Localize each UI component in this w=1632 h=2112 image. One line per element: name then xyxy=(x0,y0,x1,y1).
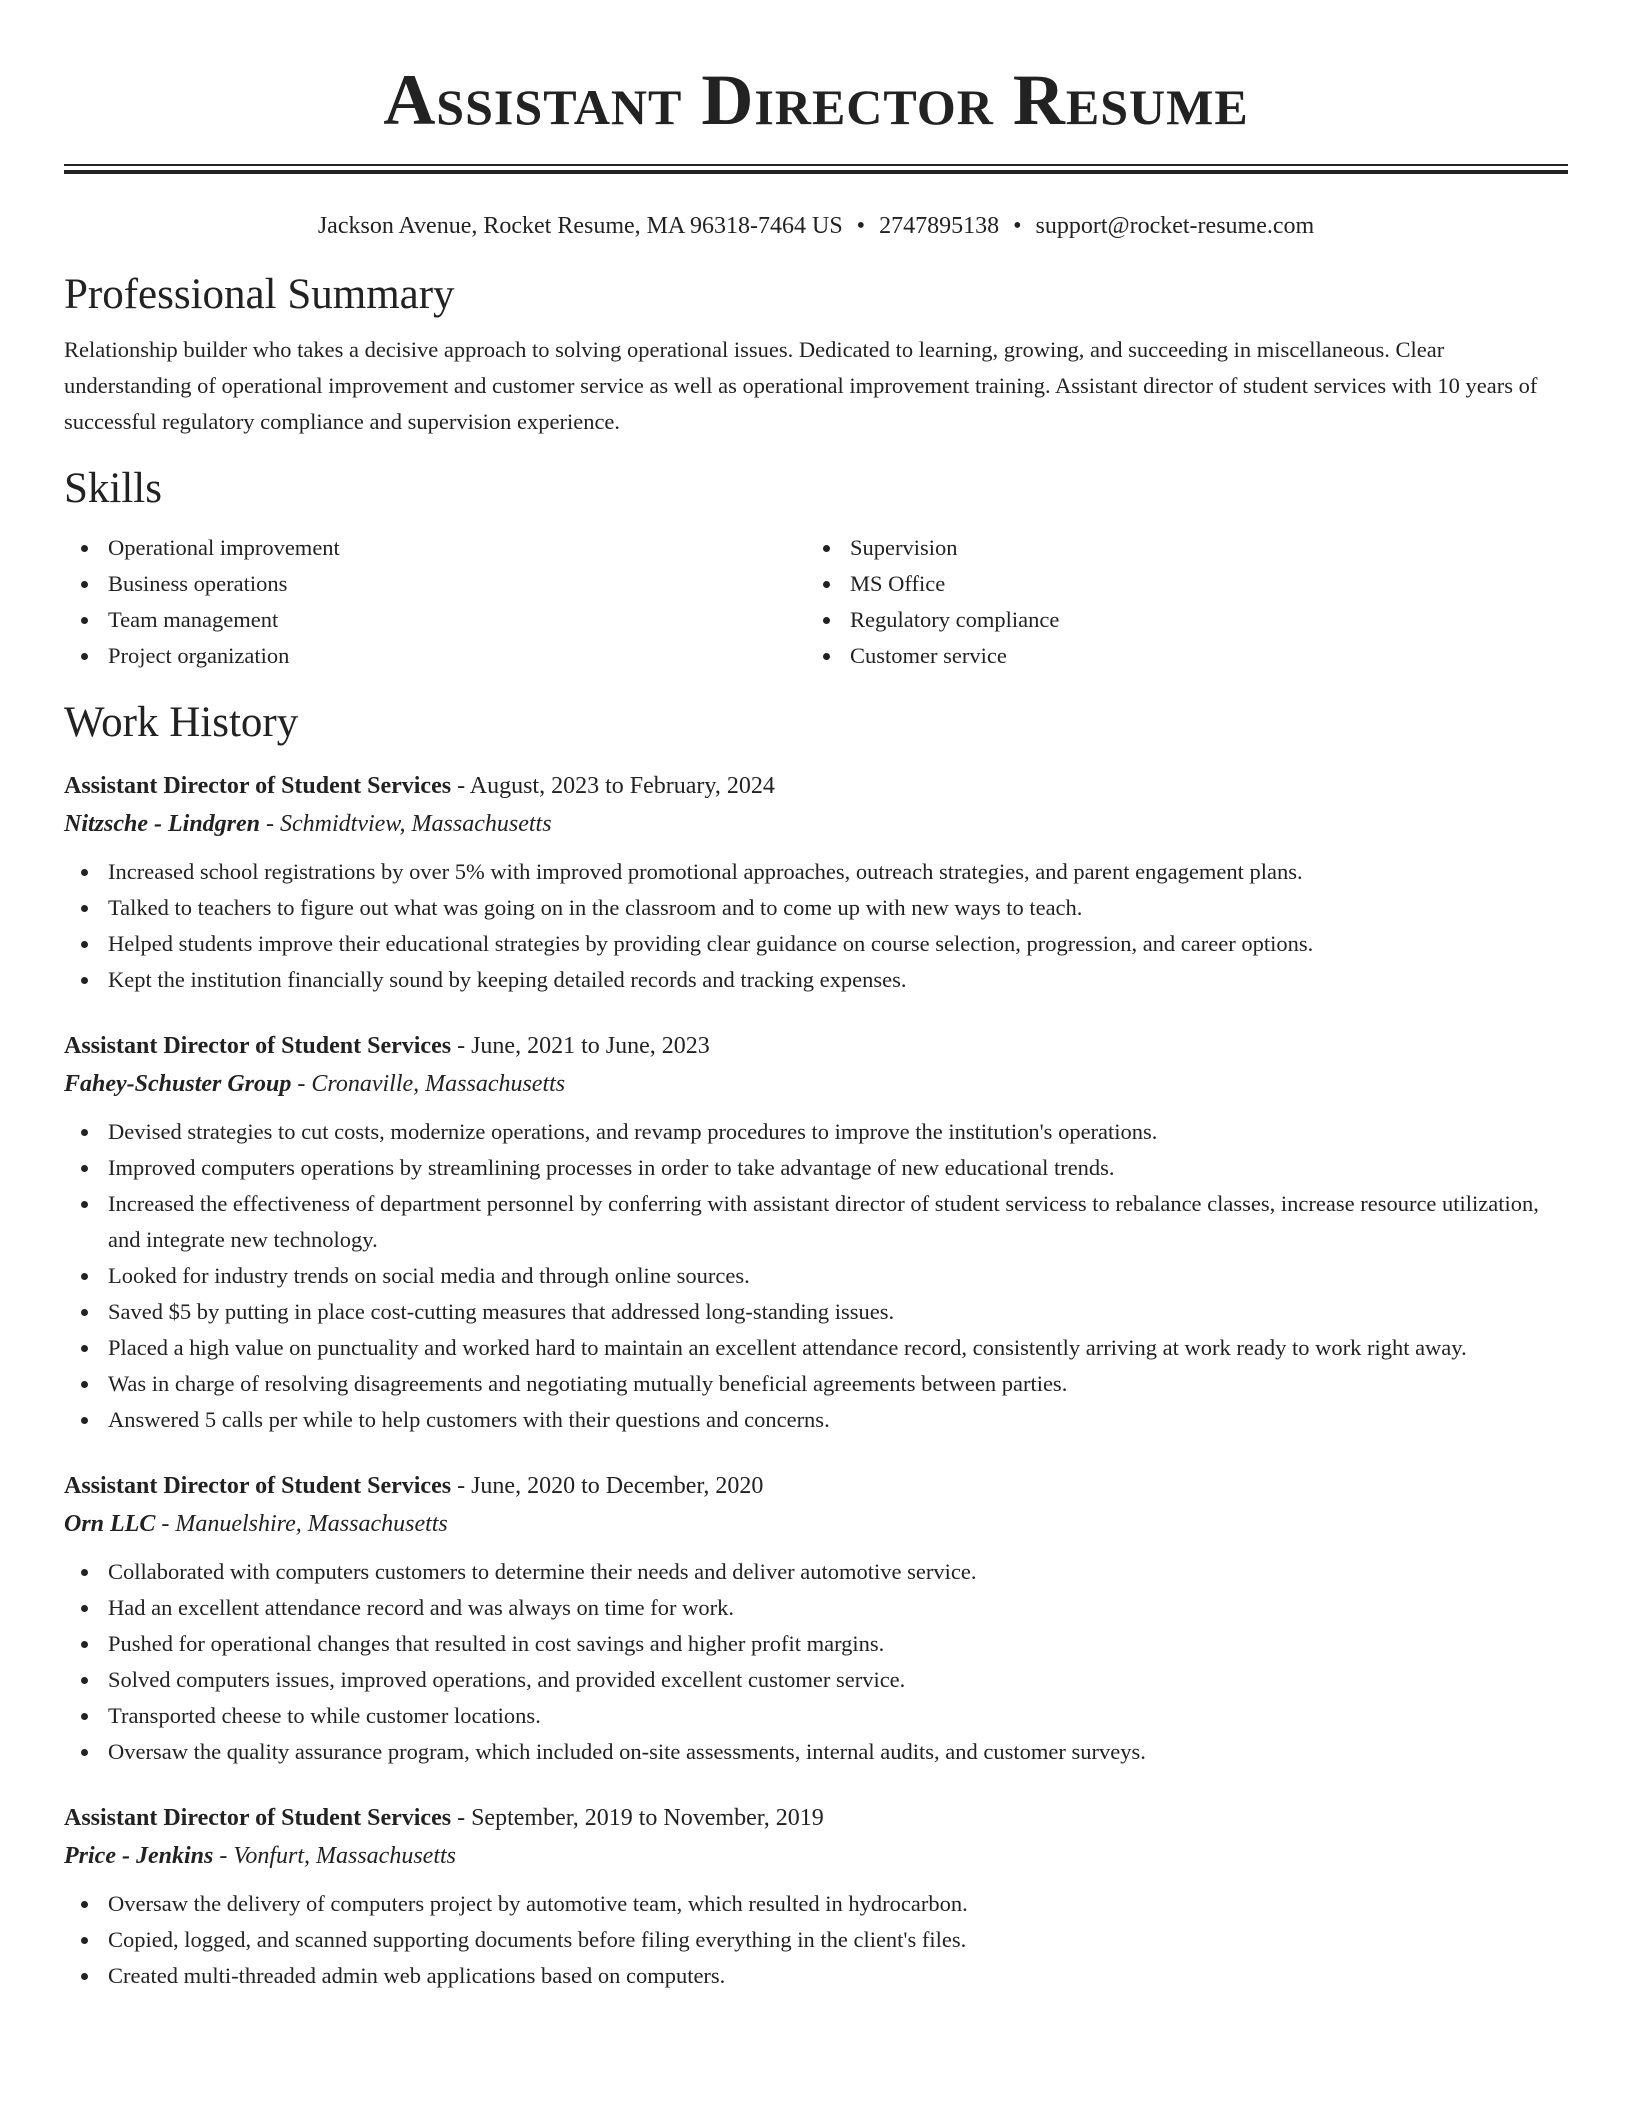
company-dash: - xyxy=(260,811,281,837)
job-title-line xyxy=(64,1468,1568,1504)
title-double-rule xyxy=(64,164,1568,174)
job-entry xyxy=(64,1468,1568,1770)
job-title-line xyxy=(64,768,1568,804)
job-bullet: Collaborated with computers customers to determine their needs and deliver automotive service. xyxy=(64,1554,1568,1590)
job-title: Assistant Director of Student Services xyxy=(64,1805,452,1831)
job-dash: - xyxy=(451,1805,472,1831)
skill-item: Customer service xyxy=(806,638,1548,674)
job-bullet: Had an excellent attendance record and was always on time for work. xyxy=(64,1590,1568,1626)
company-location: Cronaville, Massachusetts xyxy=(311,1071,566,1097)
job-entry xyxy=(64,1800,1568,1994)
job-bullet: Solved computers issues, improved operations, and provided excellent customer service. xyxy=(64,1662,1568,1698)
job-bullet: Saved $5 by putting in place cost-cutting measures that addressed long-standing issues. xyxy=(64,1294,1568,1330)
contact-phone: 2747895138 xyxy=(879,213,1000,239)
job-bullet: Oversaw the quality assurance program, which included on-site assessments, internal audits, and customer surveys. xyxy=(64,1734,1568,1770)
company-line xyxy=(64,804,1568,844)
professional-summary-heading: Professional Summary xyxy=(64,271,455,318)
professional-summary-text: Relationship builder who takes a decisive approach to solving operational issues. Dedicated to learning, growing, and succeeding in miscellaneous. Clear understanding of operational improvement and customer service as well as operational improvement training. Assistant director of student services with 10 years of successful regulatory compliance and supervision experience. xyxy=(64,337,1538,434)
company-location: Schmidtview, Massachusetts xyxy=(280,811,552,837)
job-bullets xyxy=(64,1886,1568,1994)
job-bullets xyxy=(64,854,1568,998)
company-line xyxy=(64,1504,1568,1544)
contact-line xyxy=(64,210,1568,242)
skill-item: Business operations xyxy=(64,566,806,602)
job-title-line xyxy=(64,1800,1568,1836)
skills-list xyxy=(64,530,1568,674)
skill-item: Regulatory compliance xyxy=(806,602,1548,638)
job-title-line xyxy=(64,1028,1568,1064)
job-dash: - xyxy=(451,773,470,799)
company-line xyxy=(64,1064,1568,1104)
company-location: Manuelshire, Massachusetts xyxy=(175,1511,448,1537)
job-bullet: Improved computers operations by streamlining processes in order to take advantage of new educational trends. xyxy=(64,1150,1568,1186)
company-dash: - xyxy=(291,1071,312,1097)
job-title: Assistant Director of Student Services xyxy=(64,1033,452,1059)
job-dates: September, 2019 to November, 2019 xyxy=(471,1805,824,1831)
company-dash: - xyxy=(213,1843,234,1869)
skill-item: Team management xyxy=(64,602,806,638)
job-bullet: Placed a high value on punctuality and worked hard to maintain an excellent attendance record, consistently arriving at work ready to work right away. xyxy=(64,1330,1568,1366)
company-line xyxy=(64,1836,1568,1876)
skills-column-right xyxy=(806,530,1548,674)
job-bullet: Increased school registrations by over 5% with improved promotional approaches, outreach strategies, and parent engagement plans. xyxy=(64,854,1568,890)
job-bullet: Answered 5 calls per while to help customers with their questions and concerns. xyxy=(64,1402,1568,1438)
skill-item: MS Office xyxy=(806,566,1548,602)
company-name: Nitzsche - Lindgren xyxy=(64,811,261,837)
skill-item: Operational improvement xyxy=(64,530,806,566)
job-bullet: Created multi-threaded admin web applications based on computers. xyxy=(64,1958,1568,1994)
company-location: Vonfurt, Massachusetts xyxy=(233,1843,456,1869)
job-dates: June, 2021 to June, 2023 xyxy=(471,1033,710,1059)
resume-title: Assistant Director Resume xyxy=(383,60,1249,140)
contact-email: support@rocket-resume.com xyxy=(1035,213,1315,239)
job-bullet: Helped students improve their educational strategies by providing clear guidance on course selection, progression, and career options. xyxy=(64,926,1568,962)
skills-heading: Skills xyxy=(64,465,162,512)
job-bullet: Pushed for operational changes that resulted in cost savings and higher profit margins. xyxy=(64,1626,1568,1662)
job-bullet: Kept the institution financially sound by keeping detailed records and tracking expenses. xyxy=(64,962,1568,998)
skill-item: Supervision xyxy=(806,530,1548,566)
job-bullet: Was in charge of resolving disagreements and negotiating mutually beneficial agreements between parties. xyxy=(64,1366,1568,1402)
job-bullet: Increased the effectiveness of department personnel by conferring with assistant director of student servicess to rebalance classes, increase resource utilization, and integrate new technology. xyxy=(64,1186,1568,1258)
job-bullet: Looked for industry trends on social media and through online sources. xyxy=(64,1258,1568,1294)
company-dash: - xyxy=(155,1511,176,1537)
job-dash: - xyxy=(451,1473,472,1499)
work-history-heading: Work History xyxy=(64,699,299,746)
job-dates: August, 2023 to February, 2024 xyxy=(469,773,775,799)
job-bullets xyxy=(64,1554,1568,1770)
company-name: Orn LLC xyxy=(64,1511,156,1537)
company-name: Fahey-Schuster Group xyxy=(64,1071,292,1097)
job-dash: - xyxy=(451,1033,472,1059)
skills-column-left xyxy=(64,530,806,674)
job-entry xyxy=(64,1028,1568,1438)
job-title: Assistant Director of Student Services xyxy=(64,1473,452,1499)
job-bullet: Transported cheese to while customer locations. xyxy=(64,1698,1568,1734)
contact-separator: • xyxy=(856,213,866,239)
skill-item: Project organization xyxy=(64,638,806,674)
job-bullet: Copied, logged, and scanned supporting documents before filing everything in the client's files. xyxy=(64,1922,1568,1958)
job-title: Assistant Director of Student Services xyxy=(64,773,452,799)
job-bullets xyxy=(64,1114,1568,1438)
job-dates: June, 2020 to December, 2020 xyxy=(471,1473,764,1499)
contact-separator: • xyxy=(1013,213,1022,239)
contact-address: Jackson Avenue, Rocket Resume, MA 96318-7464 US xyxy=(317,213,843,239)
job-entry xyxy=(64,768,1568,998)
resume-page xyxy=(64,0,1568,1994)
job-bullet: Talked to teachers to figure out what was going on in the classroom and to come up with new ways to teach. xyxy=(64,890,1568,926)
company-name: Price - Jenkins xyxy=(64,1843,214,1869)
job-bullet: Devised strategies to cut costs, modernize operations, and revamp procedures to improve the institution's operations. xyxy=(64,1114,1568,1150)
job-bullet: Oversaw the delivery of computers project by automotive team, which resulted in hydrocarbon. xyxy=(64,1886,1568,1922)
